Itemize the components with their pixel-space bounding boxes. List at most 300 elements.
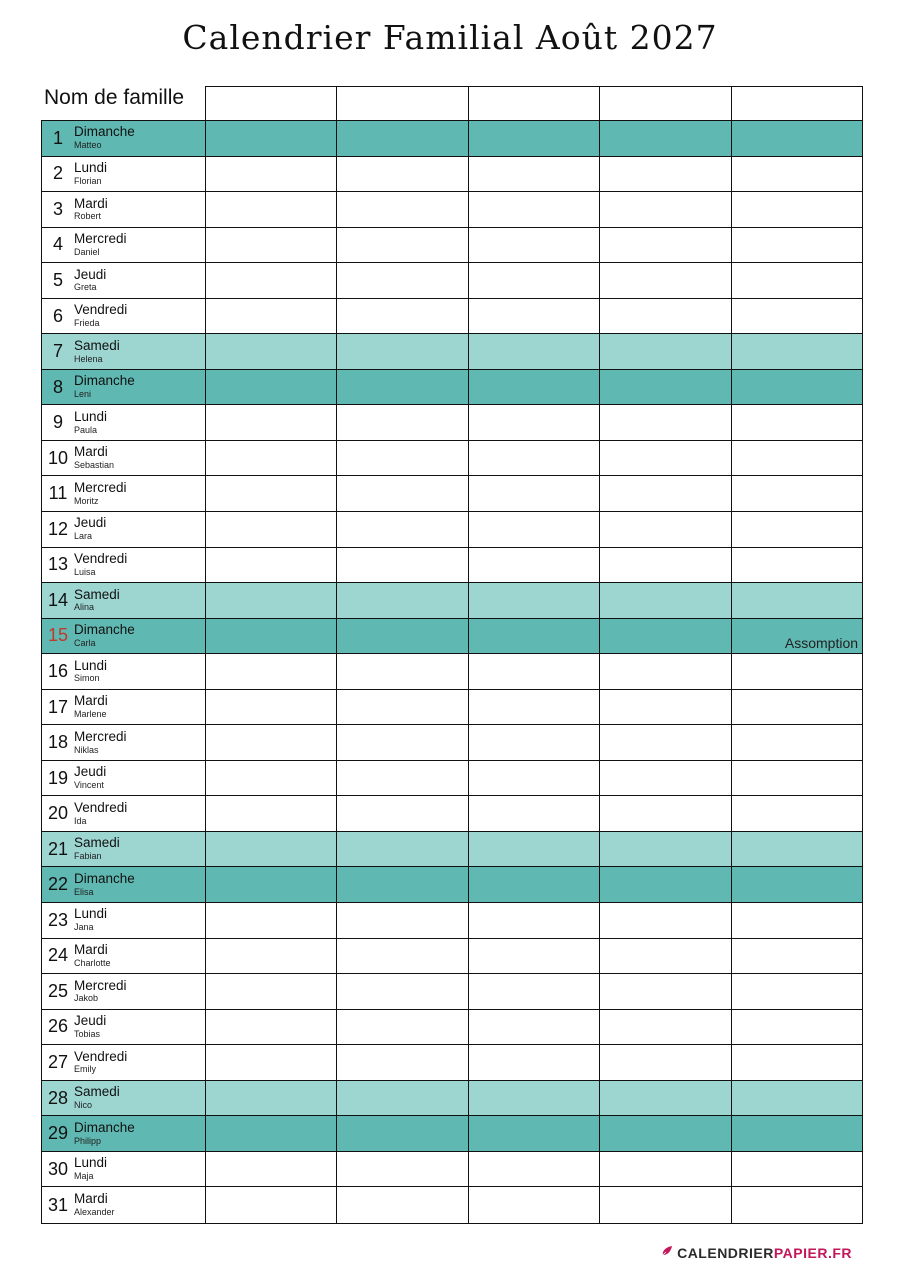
day-cell (42, 583, 206, 618)
day-name: Lundi (74, 657, 108, 673)
member-day-cell[interactable] (206, 725, 337, 760)
member-day-cell[interactable] (600, 583, 731, 618)
member-day-cell[interactable] (732, 1116, 862, 1151)
member-day-cell[interactable] (469, 1081, 600, 1116)
member-day-cell[interactable] (337, 725, 468, 760)
brand-logo (657, 1245, 852, 1261)
saint-name: Marlene (74, 709, 107, 719)
member-day-cell[interactable] (732, 832, 862, 867)
family-member-cell[interactable] (336, 87, 467, 121)
day-number: 25 (47, 980, 69, 1001)
day-row (42, 654, 862, 690)
day-row (42, 867, 862, 903)
member-day-cell[interactable] (600, 121, 731, 156)
day-name: Samedi (74, 835, 120, 851)
member-day-cell[interactable] (206, 192, 337, 227)
member-day-cell[interactable] (206, 157, 337, 192)
day-number: 22 (47, 874, 69, 895)
member-day-cell[interactable] (732, 1152, 862, 1187)
family-member-cell[interactable] (205, 87, 336, 121)
page-title: Calendrier Familial Août 2027 (182, 18, 718, 57)
saint-name: Nico (74, 1100, 93, 1111)
member-day-cell[interactable] (337, 761, 468, 796)
holiday-note: Assomption (784, 635, 859, 652)
member-day-cell[interactable] (206, 441, 337, 476)
day-cell (42, 725, 206, 760)
member-day-cell[interactable] (732, 476, 862, 511)
member-day-cell[interactable] (337, 867, 468, 902)
member-day-cell[interactable] (600, 157, 731, 192)
day-number: 9 (52, 412, 63, 433)
member-day-cell[interactable] (732, 1010, 862, 1045)
day-row (42, 903, 862, 939)
member-day-cell[interactable] (469, 867, 600, 902)
day-name: Jeudi (74, 764, 107, 780)
member-day-cell[interactable] (469, 690, 600, 725)
member-day-cell[interactable] (206, 370, 337, 405)
day-name: Lundi (74, 408, 108, 424)
day-row (42, 761, 862, 797)
member-day-cell[interactable] (206, 405, 337, 440)
day-number: 15 (47, 625, 69, 646)
member-day-cell[interactable] (600, 725, 731, 760)
member-day-cell[interactable] (469, 1152, 600, 1187)
member-day-cell[interactable] (600, 1010, 731, 1045)
member-day-cell[interactable] (337, 690, 468, 725)
member-day-cell[interactable] (732, 619, 862, 654)
saint-name: Luisa (74, 566, 96, 577)
day-name: Dimanche (74, 870, 135, 886)
day-cell (42, 1116, 206, 1151)
member-day-cell[interactable] (600, 1116, 731, 1151)
member-day-cell[interactable] (600, 1187, 731, 1223)
member-day-cell[interactable] (206, 867, 337, 902)
member-day-cell[interactable] (337, 548, 468, 583)
member-day-cell[interactable] (600, 974, 731, 1009)
day-number: 31 (47, 1194, 69, 1215)
member-day-cell[interactable] (469, 299, 600, 334)
member-day-cell[interactable] (732, 334, 862, 369)
member-day-cell[interactable] (337, 512, 468, 547)
saint-name: Ida (74, 815, 87, 826)
day-name: Jeudi (74, 515, 107, 531)
member-day-cell[interactable] (206, 1152, 337, 1187)
member-day-cell[interactable] (337, 476, 468, 511)
member-day-cell[interactable] (600, 405, 731, 440)
day-row (42, 405, 862, 441)
member-day-cell[interactable] (206, 1045, 337, 1080)
member-day-cell[interactable] (732, 903, 862, 938)
day-cell (42, 903, 206, 938)
member-day-cell[interactable] (337, 974, 468, 1009)
member-day-cell[interactable] (600, 619, 731, 654)
member-day-cell[interactable] (469, 725, 600, 760)
day-cell (42, 867, 206, 902)
day-row (42, 939, 862, 975)
day-number: 6 (52, 305, 63, 326)
day-row (42, 832, 862, 868)
day-name: Jeudi (74, 266, 107, 282)
day-name: Mercredi (74, 728, 127, 744)
member-day-cell[interactable] (206, 761, 337, 796)
day-row (42, 548, 862, 584)
saint-name: Robert (74, 211, 102, 222)
day-name: Vendredi (74, 1048, 128, 1064)
day-cell (42, 974, 206, 1009)
member-day-cell[interactable] (469, 974, 600, 1009)
day-row (42, 370, 862, 406)
member-day-cell[interactable] (469, 939, 600, 974)
day-name: Vendredi (74, 302, 128, 318)
saint-name: Simon (74, 673, 100, 684)
saint-name: Paula (74, 424, 98, 435)
member-day-cell[interactable] (469, 370, 600, 405)
day-cell (42, 1187, 206, 1223)
day-name: Lundi (74, 906, 108, 922)
member-day-cell[interactable] (337, 263, 468, 298)
feather-icon (657, 1245, 673, 1261)
member-day-cell[interactable] (469, 192, 600, 227)
day-cell (42, 690, 206, 725)
member-day-cell[interactable] (600, 370, 731, 405)
day-cell (42, 619, 206, 654)
member-day-cell[interactable] (337, 228, 468, 263)
day-name: Vendredi (74, 799, 128, 815)
day-number: 3 (52, 198, 63, 219)
member-day-cell[interactable] (337, 1187, 468, 1223)
day-row (42, 1010, 862, 1046)
member-day-cell[interactable] (732, 939, 862, 974)
day-number: 13 (47, 554, 69, 575)
member-day-cell[interactable] (206, 1187, 337, 1223)
member-day-cell[interactable] (337, 370, 468, 405)
day-cell (42, 263, 206, 298)
member-day-cell[interactable] (206, 974, 337, 1009)
member-day-cell[interactable] (337, 441, 468, 476)
member-day-cell[interactable] (732, 263, 862, 298)
day-row (42, 441, 862, 477)
day-name: Mardi (74, 1191, 108, 1207)
saint-name: Fabian (74, 851, 102, 862)
member-day-cell[interactable] (732, 974, 862, 1009)
day-cell (42, 654, 206, 689)
day-number: 16 (47, 660, 69, 681)
day-number: 26 (47, 1016, 69, 1037)
saint-name: Philipp (74, 1135, 102, 1146)
member-day-cell[interactable] (206, 548, 337, 583)
saint-name: Jakob (74, 993, 99, 1004)
member-day-cell[interactable] (337, 1152, 468, 1187)
family-member-cell[interactable] (731, 87, 863, 121)
member-day-cell[interactable] (600, 903, 731, 938)
member-day-cell[interactable] (600, 228, 731, 263)
member-day-cell[interactable] (206, 121, 337, 156)
day-cell (42, 370, 206, 405)
saint-name: Carla (74, 637, 96, 648)
saint-name: Maja (74, 1171, 94, 1182)
member-day-cell[interactable] (337, 1116, 468, 1151)
day-number: 19 (47, 767, 69, 788)
day-row (42, 192, 862, 228)
day-row (42, 263, 862, 299)
member-day-cell[interactable] (337, 619, 468, 654)
member-day-cell[interactable] (600, 299, 731, 334)
member-day-cell[interactable] (469, 441, 600, 476)
member-day-cell[interactable] (600, 832, 731, 867)
day-name: Samedi (74, 337, 120, 353)
day-number: 21 (47, 838, 69, 859)
member-day-cell[interactable] (206, 476, 337, 511)
member-day-cell[interactable] (600, 796, 731, 831)
member-day-cell[interactable] (469, 903, 600, 938)
brand-part2: PAPIER.FR (773, 1245, 852, 1261)
member-day-cell[interactable] (469, 832, 600, 867)
day-cell (42, 441, 206, 476)
day-name: Dimanche (74, 373, 135, 389)
member-day-cell[interactable] (337, 903, 468, 938)
member-day-cell[interactable] (469, 1010, 600, 1045)
member-day-cell[interactable] (469, 619, 600, 654)
member-day-cell[interactable] (469, 1116, 600, 1151)
day-cell (42, 761, 206, 796)
member-day-cell[interactable] (206, 583, 337, 618)
member-day-cell[interactable] (337, 299, 468, 334)
day-row (42, 583, 862, 619)
member-day-cell[interactable] (337, 832, 468, 867)
day-number: 11 (48, 483, 68, 504)
saint-name: Elisa (74, 886, 94, 897)
day-cell (42, 832, 206, 867)
member-day-cell[interactable] (206, 1010, 337, 1045)
member-day-cell[interactable] (337, 121, 468, 156)
member-day-cell[interactable] (732, 370, 862, 405)
member-day-cell[interactable] (337, 583, 468, 618)
member-day-cell[interactable] (469, 512, 600, 547)
member-day-cell[interactable] (732, 299, 862, 334)
member-day-cell[interactable] (206, 654, 337, 689)
day-number: 4 (52, 234, 63, 255)
saint-name: Niklas (74, 744, 99, 755)
member-day-cell[interactable] (732, 761, 862, 796)
member-day-cell[interactable] (732, 405, 862, 440)
brand-part1: CALENDRIER (677, 1245, 774, 1261)
day-cell (42, 512, 206, 547)
member-day-cell[interactable] (732, 796, 862, 831)
day-row (42, 725, 862, 761)
family-member-cell[interactable] (599, 87, 730, 121)
member-day-cell[interactable] (732, 690, 862, 725)
member-day-cell[interactable] (600, 263, 731, 298)
saint-name: Frieda (74, 317, 100, 328)
day-cell (42, 548, 206, 583)
member-day-cell[interactable] (337, 1045, 468, 1080)
member-day-cell[interactable] (337, 939, 468, 974)
day-number: 30 (47, 1158, 69, 1179)
member-day-cell[interactable] (600, 867, 731, 902)
day-row (42, 796, 862, 832)
day-name: Mardi (74, 195, 108, 211)
member-day-cell[interactable] (600, 654, 731, 689)
member-day-cell[interactable] (206, 263, 337, 298)
day-number: 20 (47, 803, 69, 824)
member-day-cell[interactable] (469, 1045, 600, 1080)
day-name: Mercredi (74, 231, 127, 247)
day-name: Samedi (74, 586, 120, 602)
day-cell (42, 1010, 206, 1045)
family-member-cell[interactable] (468, 87, 599, 121)
member-day-cell[interactable] (732, 654, 862, 689)
day-cell (42, 157, 206, 192)
day-number: 10 (47, 447, 69, 468)
member-day-cell[interactable] (600, 939, 731, 974)
member-day-cell[interactable] (206, 334, 337, 369)
member-day-cell[interactable] (600, 1152, 731, 1187)
saint-name: Alina (74, 602, 95, 613)
day-number: 7 (52, 341, 63, 362)
member-day-cell[interactable] (469, 405, 600, 440)
member-day-cell[interactable] (469, 263, 600, 298)
member-day-cell[interactable] (337, 192, 468, 227)
member-day-cell[interactable] (206, 1116, 337, 1151)
member-day-cell[interactable] (469, 1187, 600, 1223)
member-day-cell[interactable] (469, 548, 600, 583)
saint-name: Jana (74, 922, 94, 933)
member-day-cell[interactable] (469, 334, 600, 369)
member-day-cell[interactable] (732, 867, 862, 902)
day-number: 2 (52, 163, 63, 184)
member-day-cell[interactable] (206, 228, 337, 263)
saint-name: Lara (74, 531, 93, 542)
day-row (42, 1116, 862, 1152)
day-number: 28 (47, 1087, 69, 1108)
member-day-cell[interactable] (206, 1081, 337, 1116)
day-number: 18 (47, 732, 69, 753)
member-day-cell[interactable] (732, 1045, 862, 1080)
member-day-cell[interactable] (732, 192, 862, 227)
saint-name: Sebastian (74, 460, 115, 471)
member-day-cell[interactable] (600, 476, 731, 511)
member-day-cell[interactable] (206, 939, 337, 974)
saint-name: Tobias (74, 1028, 101, 1039)
day-name: Jeudi (74, 1013, 107, 1029)
saint-name: Greta (74, 282, 97, 293)
day-name: Lundi (74, 159, 108, 175)
day-cell (42, 192, 206, 227)
saint-name: Charlotte (74, 957, 111, 968)
member-day-cell[interactable] (600, 1045, 731, 1080)
day-cell (42, 299, 206, 334)
member-day-cell[interactable] (469, 761, 600, 796)
member-day-cell[interactable] (337, 157, 468, 192)
day-row (42, 334, 862, 370)
saint-name: Vincent (74, 780, 104, 791)
member-day-cell[interactable] (600, 548, 731, 583)
day-name: Vendredi (74, 550, 128, 566)
day-cell (42, 334, 206, 369)
member-day-cell[interactable] (732, 228, 862, 263)
member-day-cell[interactable] (337, 1081, 468, 1116)
member-day-cell[interactable] (732, 157, 862, 192)
member-day-cell[interactable] (469, 654, 600, 689)
day-row (42, 1187, 862, 1223)
saint-name: Matteo (74, 140, 102, 151)
day-cell (42, 939, 206, 974)
member-day-cell[interactable] (469, 157, 600, 192)
member-day-cell[interactable] (600, 441, 731, 476)
member-day-cell[interactable] (600, 690, 731, 725)
day-row (42, 299, 862, 335)
day-cell (42, 1081, 206, 1116)
member-day-cell[interactable] (732, 121, 862, 156)
saint-name: Helena (74, 353, 103, 364)
member-day-cell[interactable] (600, 512, 731, 547)
day-name: Lundi (74, 1155, 108, 1171)
day-number: 14 (47, 589, 69, 610)
member-day-cell[interactable] (206, 619, 337, 654)
member-day-cell[interactable] (206, 299, 337, 334)
day-name: Mercredi (74, 977, 127, 993)
member-day-cell[interactable] (732, 1081, 862, 1116)
member-day-cell[interactable] (337, 405, 468, 440)
member-day-cell[interactable] (469, 796, 600, 831)
member-day-cell[interactable] (206, 903, 337, 938)
day-row (42, 1081, 862, 1117)
day-name: Mardi (74, 693, 108, 709)
saint-name: Moritz (74, 495, 99, 506)
day-name: Mercredi (74, 479, 127, 495)
member-day-cell[interactable] (337, 1010, 468, 1045)
day-row (42, 974, 862, 1010)
saint-name: Alexander (74, 1207, 115, 1218)
member-day-cell[interactable] (337, 796, 468, 831)
member-day-cell[interactable] (732, 725, 862, 760)
member-day-cell[interactable] (600, 192, 731, 227)
member-day-cell[interactable] (732, 583, 862, 618)
member-day-cell[interactable] (206, 512, 337, 547)
day-cell (42, 1045, 206, 1080)
day-name: Dimanche (74, 1119, 135, 1135)
day-number: 27 (47, 1051, 69, 1072)
member-day-cell[interactable] (206, 796, 337, 831)
saint-name: Emily (74, 1064, 96, 1075)
member-day-cell[interactable] (337, 654, 468, 689)
member-day-cell[interactable] (337, 334, 468, 369)
member-day-cell[interactable] (600, 761, 731, 796)
member-day-cell[interactable] (206, 832, 337, 867)
day-number: 29 (47, 1123, 69, 1144)
member-day-cell[interactable] (469, 583, 600, 618)
day-row (42, 157, 862, 193)
member-day-cell[interactable] (469, 228, 600, 263)
day-number: 23 (47, 909, 69, 930)
member-day-cell[interactable] (732, 548, 862, 583)
member-day-cell[interactable] (206, 690, 337, 725)
member-day-cell[interactable] (732, 512, 862, 547)
day-cell (42, 405, 206, 440)
member-day-cell[interactable] (469, 476, 600, 511)
member-day-cell[interactable] (732, 441, 862, 476)
day-number: 8 (52, 376, 63, 397)
member-day-cell[interactable] (469, 121, 600, 156)
member-day-cell[interactable] (732, 1187, 862, 1223)
day-row (42, 690, 862, 726)
day-number: 12 (47, 518, 69, 539)
family-name-header-row (205, 86, 863, 121)
member-day-cell[interactable] (600, 1081, 731, 1116)
day-row (42, 228, 862, 264)
day-number: 17 (47, 696, 69, 717)
member-day-cell[interactable] (600, 334, 731, 369)
